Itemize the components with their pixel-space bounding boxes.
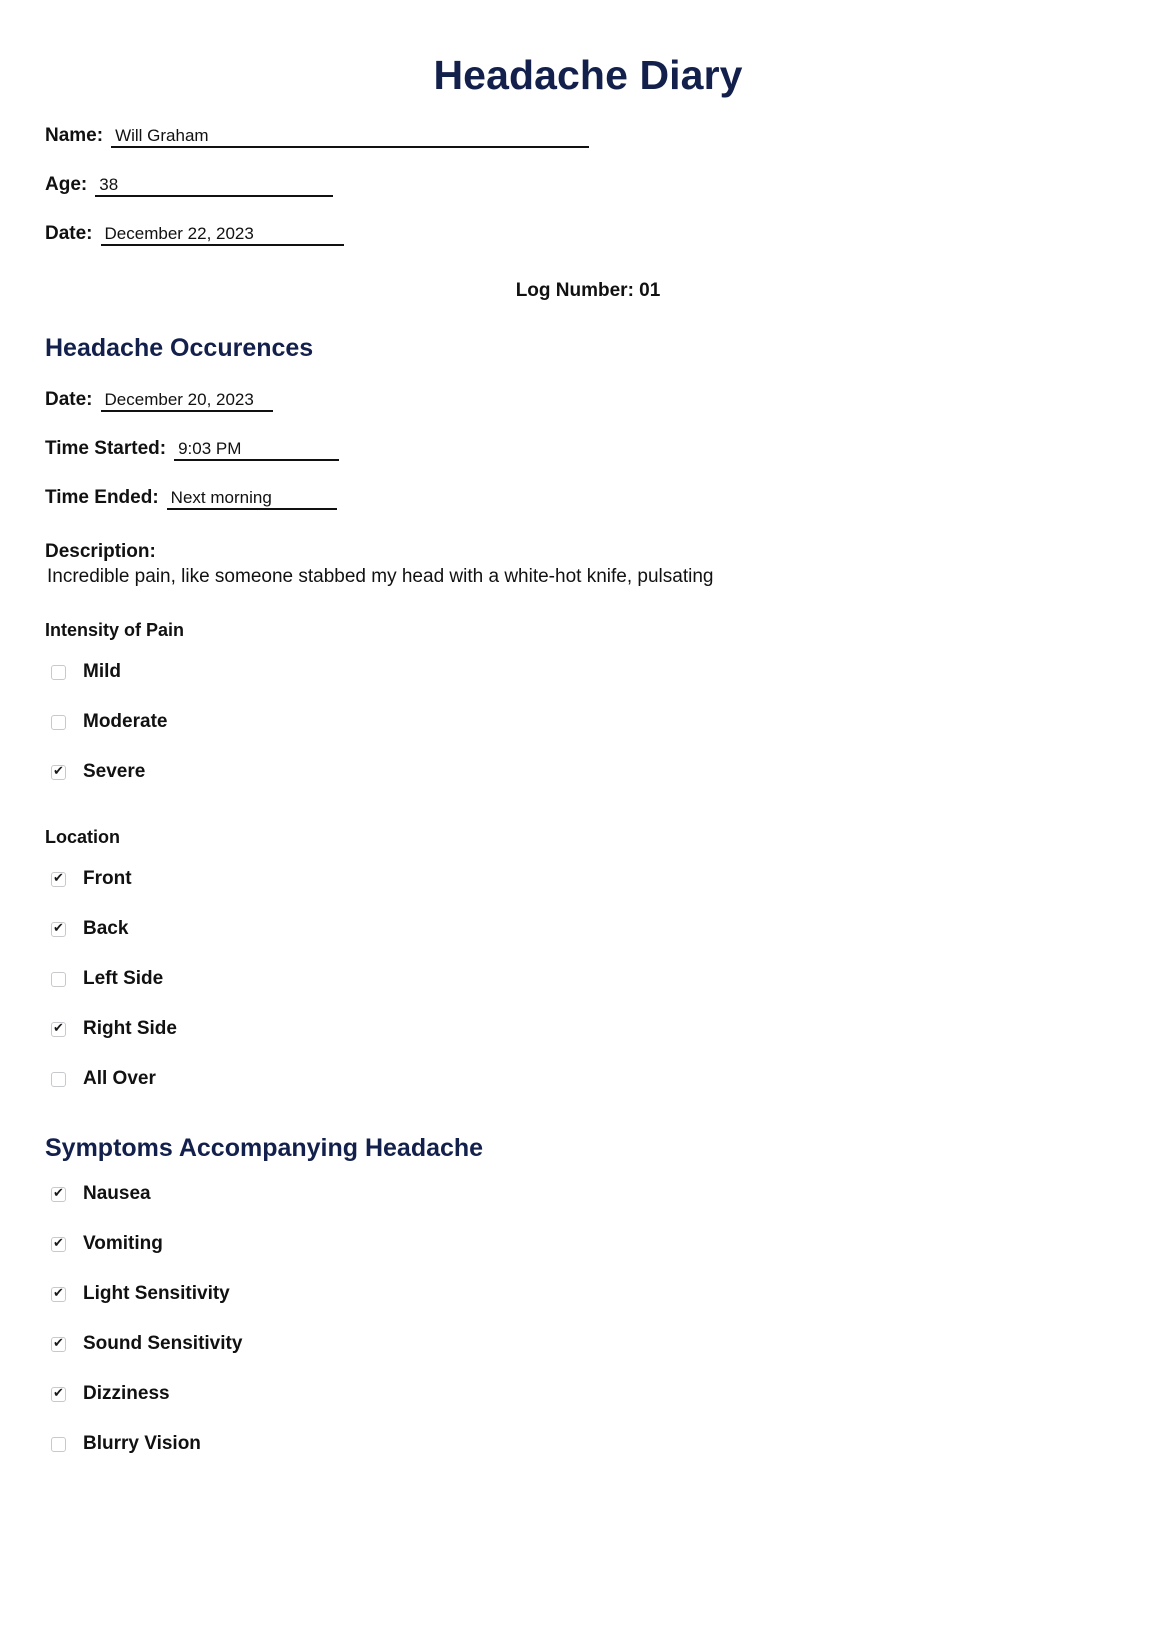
age-value: 38 <box>99 175 119 194</box>
checkbox-unchecked-icon[interactable] <box>51 715 66 730</box>
checkbox-unchecked-icon[interactable] <box>51 1437 66 1452</box>
checkbox-checked-icon[interactable]: ✔ <box>51 1022 66 1037</box>
date-label: Date: <box>45 223 93 244</box>
location-option-back[interactable] <box>45 904 1131 954</box>
time-started-value: 9:03 PM <box>178 439 242 458</box>
intensity-option-moderate[interactable] <box>45 697 1131 747</box>
age-input[interactable] <box>95 175 333 197</box>
location-option-list <box>45 854 1131 1104</box>
section-heading-occurrences: Headache Occurences <box>45 334 314 362</box>
name-input[interactable] <box>111 126 589 148</box>
intensity-option-label: Mild <box>83 661 121 682</box>
age-field-row <box>45 174 1131 197</box>
symptom-option-blurry-vision[interactable] <box>45 1419 1131 1469</box>
symptom-option-label: Vomiting <box>83 1233 163 1254</box>
checkbox-checked-icon[interactable]: ✔ <box>51 765 66 780</box>
occurrence-date-label: Date: <box>45 389 93 410</box>
intensity-option-mild[interactable] <box>45 647 1131 697</box>
subsection-heading-intensity: Intensity of Pain <box>45 620 185 640</box>
time-ended-row <box>45 487 1131 510</box>
checkbox-checked-icon[interactable]: ✔ <box>51 1287 66 1302</box>
time-ended-input[interactable] <box>167 488 337 510</box>
description-value[interactable]: Incredible pain, like someone stabbed my head with a white-hot knife, pulsating <box>47 566 714 587</box>
symptom-option-label: Sound Sensitivity <box>83 1333 243 1354</box>
checkbox-checked-icon[interactable]: ✔ <box>51 1187 66 1202</box>
checkbox-unchecked-icon[interactable] <box>51 1072 66 1087</box>
location-option-label: Back <box>83 918 129 939</box>
symptoms-option-list <box>45 1169 1131 1469</box>
intensity-option-list <box>45 647 1131 797</box>
symptom-option-dizziness[interactable] <box>45 1369 1131 1419</box>
time-started-input[interactable] <box>174 439 339 461</box>
symptom-option-light-sensitivity[interactable] <box>45 1269 1131 1319</box>
checkbox-unchecked-icon[interactable] <box>51 665 66 680</box>
checkbox-checked-icon[interactable]: ✔ <box>51 1237 66 1252</box>
location-option-label: All Over <box>83 1068 156 1089</box>
description-label: Description: <box>45 541 156 562</box>
time-started-row <box>45 438 1131 461</box>
section-heading-symptoms: Symptoms Accompanying Headache <box>45 1134 484 1162</box>
symptom-option-label: Light Sensitivity <box>83 1283 230 1304</box>
subsection-heading-location: Location <box>45 827 120 847</box>
location-option-left-side[interactable] <box>45 954 1131 1004</box>
log-number: Log Number: 01 <box>515 280 661 301</box>
intensity-option-label: Moderate <box>83 711 168 732</box>
checkbox-unchecked-icon[interactable] <box>51 972 66 987</box>
checkbox-checked-icon[interactable]: ✔ <box>51 1337 66 1352</box>
symptom-option-label: Blurry Vision <box>83 1433 201 1454</box>
symptom-option-vomiting[interactable] <box>45 1219 1131 1269</box>
location-option-front[interactable] <box>45 854 1131 904</box>
checkbox-checked-icon[interactable]: ✔ <box>51 872 66 887</box>
location-option-label: Left Side <box>83 968 164 989</box>
location-option-right-side[interactable] <box>45 1004 1131 1054</box>
date-field-row <box>45 223 1131 246</box>
time-ended-value: Next morning <box>170 488 272 507</box>
name-field-row <box>45 125 1131 148</box>
date-value: December 22, 2023 <box>104 224 254 243</box>
time-started-label: Time Started: <box>45 438 167 459</box>
location-option-label: Right Side <box>83 1018 177 1039</box>
symptom-option-label: Dizziness <box>83 1383 170 1404</box>
age-label: Age: <box>45 174 88 195</box>
checkbox-checked-icon[interactable]: ✔ <box>51 922 66 937</box>
symptom-option-label: Nausea <box>83 1183 151 1204</box>
checkbox-checked-icon[interactable]: ✔ <box>51 1387 66 1402</box>
symptom-option-nausea[interactable] <box>45 1169 1131 1219</box>
date-input[interactable] <box>101 224 344 246</box>
time-ended-label: Time Ended: <box>45 487 159 508</box>
intensity-option-severe[interactable] <box>45 747 1131 797</box>
page-title: Headache Diary <box>433 52 743 98</box>
intensity-option-label: Severe <box>83 761 146 782</box>
occurrence-date-value: December 20, 2023 <box>104 390 254 409</box>
location-option-all-over[interactable] <box>45 1054 1131 1104</box>
location-option-label: Front <box>83 868 132 889</box>
symptom-option-sound-sensitivity[interactable] <box>45 1319 1131 1369</box>
occurrence-date-input[interactable] <box>101 390 273 412</box>
name-label: Name: <box>45 125 104 146</box>
occurrence-date-row <box>45 389 1131 412</box>
name-value: Will Graham <box>115 126 209 145</box>
description-block <box>45 540 1131 590</box>
